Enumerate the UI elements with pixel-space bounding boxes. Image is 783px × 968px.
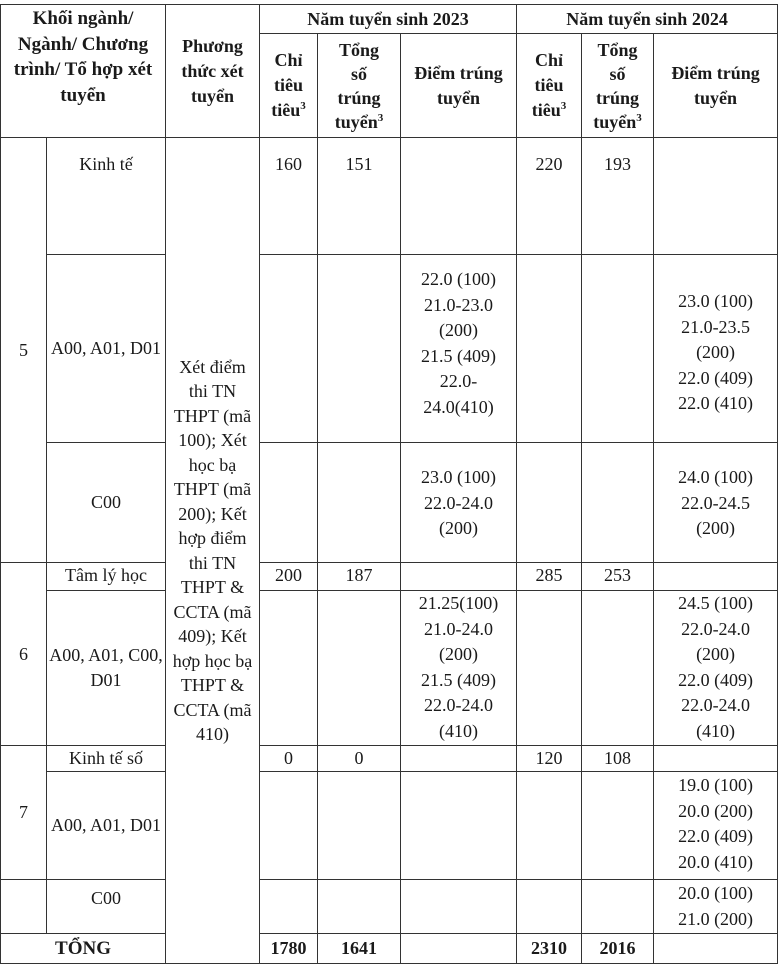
score-2023: 21.25(100) 21.0-24.0 (200) 21.5 (409) 22.0-24.0 (410) xyxy=(401,591,517,746)
total-2023 xyxy=(318,591,401,746)
total-label: TỔNG xyxy=(1,934,166,964)
program-name: Kinh tế số xyxy=(47,746,166,772)
subject-combo: A00, A01, D01 xyxy=(47,255,166,443)
quota-2024 xyxy=(517,880,582,934)
total-2024 xyxy=(582,255,654,443)
group-number: 6 xyxy=(1,563,47,746)
group-number: 5 xyxy=(1,138,47,563)
total-score-2023 xyxy=(401,934,517,964)
quota-2023 xyxy=(260,255,318,443)
total-2023: 187 xyxy=(318,563,401,591)
score-2023 xyxy=(401,880,517,934)
header-year-2024: Năm tuyển sinh 2024 xyxy=(517,5,778,34)
quota-2024: 120 xyxy=(517,746,582,772)
subject-combo: C00 xyxy=(47,880,166,934)
quota-2023 xyxy=(260,772,318,880)
total-quota-2023: 1780 xyxy=(260,934,318,964)
header-quota-2023: Chỉ tiêu tiêu$^3$ xyxy=(260,34,318,138)
quota-2023: 160 xyxy=(260,138,318,255)
quota-2024 xyxy=(517,443,582,563)
total-2023 xyxy=(318,880,401,934)
total-2023 xyxy=(318,443,401,563)
score-2024: 23.0 (100) 21.0-23.5 (200) 22.0 (409) 22.0 (410) xyxy=(654,255,778,443)
quota-2023: 0 xyxy=(260,746,318,772)
score-2024: 20.0 (100) 21.0 (200) xyxy=(654,880,778,934)
group-number: 7 xyxy=(1,746,47,880)
total-score-2024 xyxy=(654,934,778,964)
admission-table xyxy=(0,4,778,964)
program-name: Kinh tế xyxy=(47,138,166,255)
score-2024: 19.0 (100) 20.0 (200) 22.0 (409) 20.0 (410) xyxy=(654,772,778,880)
score-2024 xyxy=(654,563,778,591)
total-2024: 108 xyxy=(582,746,654,772)
subject-combo: A00, A01, C00, D01 xyxy=(47,591,166,746)
quota-2024 xyxy=(517,772,582,880)
header-total-2024: Tổng số trúng tuyển$^3$ xyxy=(582,34,654,138)
total-2024: 253 xyxy=(582,563,654,591)
score-2023 xyxy=(401,746,517,772)
total-2024 xyxy=(582,591,654,746)
header-program-group: Khối ngành/ Ngành/ Chương trình/ Tổ hợp xét tuyển xyxy=(1,5,166,138)
total-2024 xyxy=(582,443,654,563)
quota-2023 xyxy=(260,443,318,563)
total-2023 xyxy=(318,255,401,443)
total-quota-2024: 2310 xyxy=(517,934,582,964)
subject-combo: C00 xyxy=(47,443,166,563)
score-2023 xyxy=(401,563,517,591)
total-2024 xyxy=(582,772,654,880)
quota-2023 xyxy=(260,880,318,934)
header-score-2023: Điểm trúng tuyển xyxy=(401,34,517,138)
total-admitted-2023: 1641 xyxy=(318,934,401,964)
score-2023: 23.0 (100) 22.0-24.0 (200) xyxy=(401,443,517,563)
score-2023 xyxy=(401,138,517,255)
subject-combo: A00, A01, D01 xyxy=(47,772,166,880)
header-score-2024: Điểm trúng tuyển xyxy=(654,34,778,138)
total-2023: 151 xyxy=(318,138,401,255)
admission-method: Xét điểm thi TN THPT (mã 100); Xét học bạ THPT (mã 200); Kết hợp điểm thi TN THPT & CCTA (mã 409); Kết hợp học bạ THPT & CCTA (mã 410) xyxy=(166,138,260,964)
score-2023: 22.0 (100) 21.0-23.0 (200) 21.5 (409) 22.0- 24.0(410) xyxy=(401,255,517,443)
score-2024: 24.0 (100) 22.0-24.5 (200) xyxy=(654,443,778,563)
header-quota-2024: Chỉ tiêu tiêu$^3$ xyxy=(517,34,582,138)
total-2024 xyxy=(582,880,654,934)
quota-2024 xyxy=(517,591,582,746)
total-2023 xyxy=(318,772,401,880)
total-2024: 193 xyxy=(582,138,654,255)
quota-2024: 285 xyxy=(517,563,582,591)
header-year-2023: Năm tuyển sinh 2023 xyxy=(260,5,517,34)
quota-2023 xyxy=(260,591,318,746)
header-total-2023: Tổng số trúng tuyển$^3$ xyxy=(318,34,401,138)
header-method: Phương thức xét tuyển xyxy=(166,5,260,138)
quota-2023: 200 xyxy=(260,563,318,591)
score-2024: 24.5 (100) 22.0-24.0 (200) 22.0 (409) 22.0-24.0 (410) xyxy=(654,591,778,746)
total-2023: 0 xyxy=(318,746,401,772)
score-2024 xyxy=(654,138,778,255)
quota-2024: 220 xyxy=(517,138,582,255)
score-2024 xyxy=(654,746,778,772)
total-admitted-2024: 2016 xyxy=(582,934,654,964)
quota-2024 xyxy=(517,255,582,443)
program-name: Tâm lý học xyxy=(47,563,166,591)
score-2023 xyxy=(401,772,517,880)
group-number xyxy=(1,880,47,934)
